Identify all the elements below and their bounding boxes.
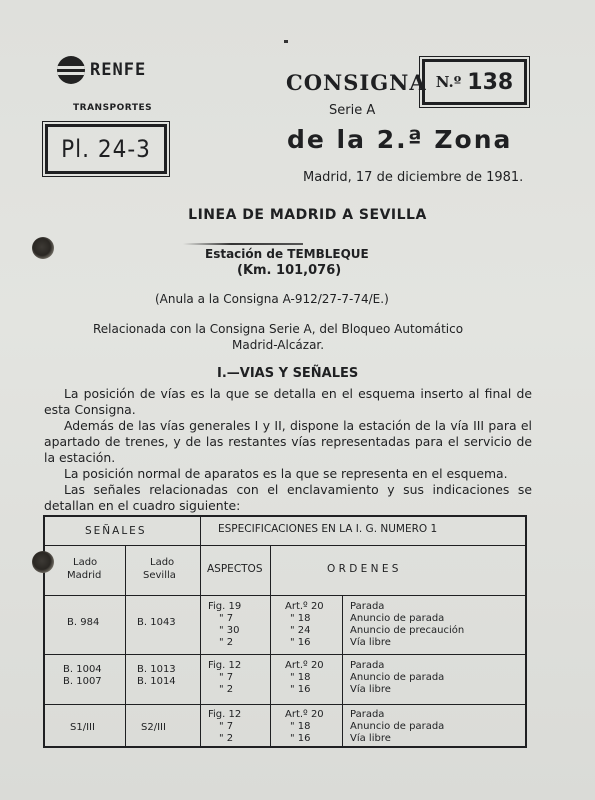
pl-code-box: Pl. 24-3 xyxy=(45,124,167,174)
logo-text: RENFE xyxy=(90,60,147,80)
annuls-note: (Anula a la Consigna A-912/27-7-74/E.) xyxy=(155,292,389,306)
table-rule xyxy=(45,595,525,596)
header-especificaciones: ESPECIFICACIONES EN LA I. G. NUMERO 1 xyxy=(218,523,438,535)
row2-orden: Vía libre xyxy=(350,684,391,695)
row1-articulo: Art.º 20 xyxy=(285,601,324,612)
row2-sevilla: B. 1013 xyxy=(137,664,176,675)
row3-orden: Parada xyxy=(350,709,385,720)
table-rule xyxy=(200,517,201,748)
row3-sevilla: S2/III xyxy=(141,722,166,733)
row1-sevilla: B. 1043 xyxy=(137,617,176,628)
header-ordenes: O R D E N E S xyxy=(327,563,399,575)
station-name: Estación de TEMBLEQUE xyxy=(205,247,369,261)
row2-articulo: Art.º 20 xyxy=(285,660,324,671)
table-rule xyxy=(45,654,525,655)
row2-aspecto: Fig. 12 xyxy=(208,660,242,671)
table-rule xyxy=(45,704,525,705)
row2-sevilla: B. 1014 xyxy=(137,676,176,687)
row2-aspecto: " 2 xyxy=(219,684,234,695)
row1-articulo: " 24 xyxy=(290,625,311,636)
row1-madrid: B. 984 xyxy=(67,617,100,628)
ink-mark xyxy=(284,40,288,43)
punch-hole xyxy=(32,551,54,573)
consigna-number: 138 xyxy=(467,69,514,95)
row1-aspecto: " 7 xyxy=(219,613,234,624)
row3-orden: Anuncio de parada xyxy=(350,721,445,732)
row1-orden: Parada xyxy=(350,601,385,612)
row3-articulo: Art.º 20 xyxy=(285,709,324,720)
row3-aspecto: " 2 xyxy=(219,733,234,744)
row2-orden: Parada xyxy=(350,660,385,671)
paragraph: La posición de vías es la que se detalla en el esquema inserto al final de esta Consigna. xyxy=(44,386,532,417)
related-line-1: Relacionada con la Consigna Serie A, del Bloqueo Automático xyxy=(93,322,464,336)
row3-aspecto: " 7 xyxy=(219,721,234,732)
date-line: Madrid, 17 de diciembre de 1981. xyxy=(303,170,524,185)
renfe-logo xyxy=(57,56,146,84)
table-rule xyxy=(45,545,525,546)
body-paragraphs xyxy=(44,386,532,514)
section-heading: I.—VIAS Y SEÑALES xyxy=(217,366,359,381)
header-lado-madrid-1: Lado xyxy=(73,557,98,568)
station-km: (Km. 101,076) xyxy=(237,263,342,278)
table-rule xyxy=(125,545,126,748)
ink-stroke xyxy=(183,243,303,245)
consigna-number-box xyxy=(422,59,527,105)
row1-aspecto: " 2 xyxy=(219,637,234,648)
row3-articulo: " 18 xyxy=(290,721,311,732)
header-lado-sevilla-1: Lado xyxy=(150,557,175,568)
row1-articulo: " 16 xyxy=(290,637,311,648)
serie-label: Serie A xyxy=(329,103,376,118)
header-senales: SEÑALES xyxy=(85,525,147,537)
related-line-2: Madrid-Alcázar. xyxy=(232,338,325,352)
row2-articulo: " 18 xyxy=(290,672,311,683)
row1-orden: Anuncio de precaución xyxy=(350,625,465,636)
row1-articulo: " 18 xyxy=(290,613,311,624)
table-rule xyxy=(342,595,343,748)
renfe-emblem-icon xyxy=(57,56,85,84)
row2-madrid: B. 1007 xyxy=(63,676,102,687)
row3-madrid: S1/III xyxy=(70,722,95,733)
row1-aspecto: " 30 xyxy=(219,625,240,636)
row1-orden: Vía libre xyxy=(350,637,391,648)
consigna-title: CONSIGNA xyxy=(286,70,427,95)
paragraph: Las señales relacionadas con el enclavamiento y sus indicaciones se detallan en el cuadro siguiente: xyxy=(44,482,532,513)
line-title: LINEA DE MADRID A SEVILLA xyxy=(188,207,427,223)
row2-madrid: B. 1004 xyxy=(63,664,102,675)
paragraph: La posición normal de aparatos es la que se representa en el esquema. xyxy=(64,466,508,481)
header-lado-madrid-2: Madrid xyxy=(67,570,102,581)
row2-articulo: " 16 xyxy=(290,684,311,695)
number-label: N.º xyxy=(435,73,462,91)
row3-articulo: " 16 xyxy=(290,733,311,744)
punch-hole xyxy=(32,237,54,259)
row2-aspecto: " 7 xyxy=(219,672,234,683)
row1-orden: Anuncio de parada xyxy=(350,613,445,624)
table-rule xyxy=(270,545,271,748)
row1-aspecto: Fig. 19 xyxy=(208,601,242,612)
header-aspectos: ASPECTOS xyxy=(207,563,263,575)
transportes-label: TRANSPORTES xyxy=(73,103,153,113)
row3-orden: Vía libre xyxy=(350,733,391,744)
paragraph: Además de las vías generales I y II, dispone la estación de la vía III para el apartado de trenes, y de las restantes vías representadas para el servicio de la estación. xyxy=(44,418,532,465)
signals-table xyxy=(43,515,527,748)
zona-title: de la 2.ª Zona xyxy=(287,125,513,154)
row2-orden: Anuncio de parada xyxy=(350,672,445,683)
row3-aspecto: Fig. 12 xyxy=(208,709,242,720)
header-lado-sevilla-2: Sevilla xyxy=(143,570,176,581)
